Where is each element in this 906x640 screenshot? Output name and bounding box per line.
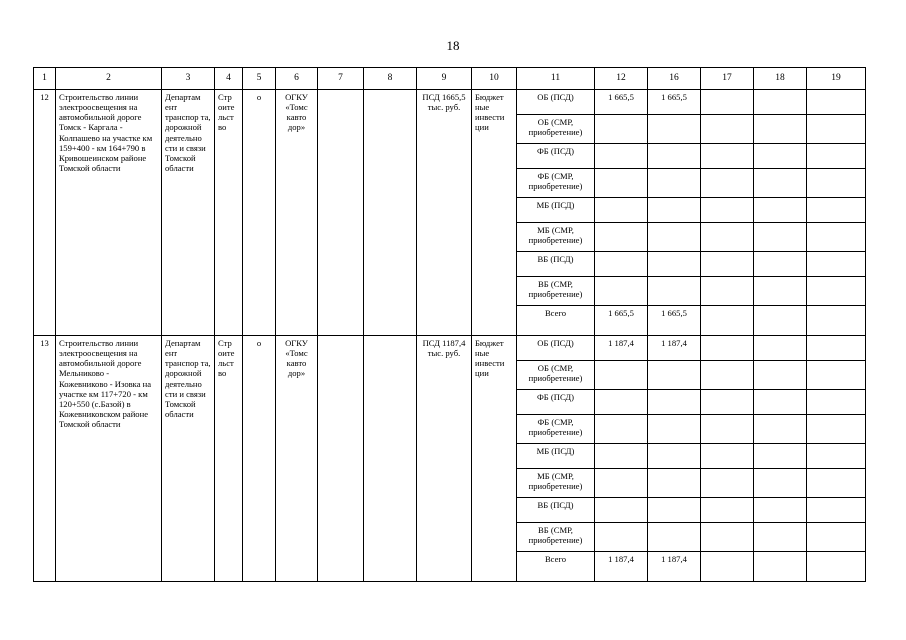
column-header: 17 — [701, 68, 754, 90]
amount-col18 — [754, 415, 807, 444]
amount-col19 — [807, 252, 866, 277]
amount-col18 — [754, 469, 807, 498]
amount-col19 — [807, 390, 866, 415]
amount-col17 — [701, 498, 754, 523]
funding-source: МБ (СМР, приобретение) — [517, 469, 595, 498]
amount-col12: 1 665,5 — [595, 306, 648, 336]
amount-col19 — [807, 306, 866, 336]
page-number: 18 — [446, 38, 460, 53]
amount-col12 — [595, 498, 648, 523]
amount-col18 — [754, 306, 807, 336]
amount-col17 — [701, 223, 754, 252]
amount-col19 — [807, 336, 866, 361]
amount-col19 — [807, 198, 866, 223]
column-header: 11 — [517, 68, 595, 90]
funding-source: МБ (ПСД) — [517, 444, 595, 469]
amount-col18 — [754, 90, 807, 115]
amount-col12 — [595, 144, 648, 169]
funding-source: ВБ (СМР, приобретение) — [517, 277, 595, 306]
amount-col18 — [754, 523, 807, 552]
executor-cell: ОГКУ «Томс кавто дор» — [276, 90, 318, 336]
amount-col17 — [701, 415, 754, 444]
funding-source: ФБ (СМР, приобретение) — [517, 169, 595, 198]
investment-table — [33, 67, 866, 582]
amount-col18 — [754, 198, 807, 223]
table-row — [34, 336, 866, 361]
amount-col16 — [648, 252, 701, 277]
funding-source: Всего — [517, 552, 595, 582]
customer-cell: Департам ент транспор та, дорожной деятельно сти и связи Томской области — [162, 336, 215, 582]
amount-col18 — [754, 115, 807, 144]
funding-source: ВБ (СМР, приобретение) — [517, 523, 595, 552]
amount-col19 — [807, 552, 866, 582]
amount-col19 — [807, 415, 866, 444]
amount-col12 — [595, 277, 648, 306]
column-header: 12 — [595, 68, 648, 90]
amount-col17 — [701, 144, 754, 169]
funding-source: ОБ (СМР, приобретение) — [517, 115, 595, 144]
amount-col17 — [701, 198, 754, 223]
column-header-row — [34, 68, 866, 90]
column-header: 10 — [472, 68, 517, 90]
funding-source: ОБ (ПСД) — [517, 336, 595, 361]
amount-col16 — [648, 198, 701, 223]
amount-col19 — [807, 115, 866, 144]
amount-col16 — [648, 277, 701, 306]
cost-cell: ПСД 1187,4 тыс. руб. — [417, 336, 472, 582]
table-row — [34, 90, 866, 115]
investment-type-cell: Бюджет ные инвести ции — [472, 336, 517, 582]
investment-type-cell: Бюджет ные инвести ции — [472, 90, 517, 336]
funding-source: ВБ (ПСД) — [517, 252, 595, 277]
amount-col17 — [701, 115, 754, 144]
amount-col18 — [754, 169, 807, 198]
col8-cell — [364, 336, 417, 582]
work-type-cell: Стр оите льст во — [215, 90, 243, 336]
column-header: 18 — [754, 68, 807, 90]
object-name: Строительство линии электроосвещения на автомобильной дороге Томск - Каргала - Колпашево на участке км 159+400 - км 164+790 в Кривошеинском районе Томской области — [56, 90, 162, 336]
amount-col12 — [595, 390, 648, 415]
amount-col12 — [595, 252, 648, 277]
amount-col12 — [595, 415, 648, 444]
amount-col16 — [648, 469, 701, 498]
amount-col16 — [648, 390, 701, 415]
funding-source: Всего — [517, 306, 595, 336]
funding-source: ФБ (СМР, приобретение) — [517, 415, 595, 444]
cost-cell: ПСД 1665,5 тыс. руб. — [417, 90, 472, 336]
amount-col16 — [648, 415, 701, 444]
amount-col17 — [701, 523, 754, 552]
amount-col19 — [807, 277, 866, 306]
column-header: 4 — [215, 68, 243, 90]
amount-col17 — [701, 361, 754, 390]
col5-cell: о — [243, 336, 276, 582]
col7-cell — [318, 90, 364, 336]
amount-col17 — [701, 277, 754, 306]
amount-col17 — [701, 444, 754, 469]
amount-col19 — [807, 523, 866, 552]
amount-col12 — [595, 361, 648, 390]
amount-col16 — [648, 444, 701, 469]
amount-col16 — [648, 361, 701, 390]
amount-col19 — [807, 90, 866, 115]
amount-col19 — [807, 361, 866, 390]
amount-col19 — [807, 223, 866, 252]
amount-col19 — [807, 498, 866, 523]
amount-col16: 1 187,4 — [648, 552, 701, 582]
amount-col12 — [595, 469, 648, 498]
amount-col18 — [754, 144, 807, 169]
amount-col12 — [595, 115, 648, 144]
amount-col18 — [754, 361, 807, 390]
amount-col12 — [595, 523, 648, 552]
executor-cell: ОГКУ «Томс кавто дор» — [276, 336, 318, 582]
amount-col18 — [754, 336, 807, 361]
column-header: 16 — [648, 68, 701, 90]
object-name: Строительство линии электроосвещения на автомобильной дороге Мельниково - Кожевниково - Изовка на участке км 117+720 - км 120+550 (с.Базой) в Кожевниковском районе Томской области — [56, 336, 162, 582]
amount-col16: 1 665,5 — [648, 90, 701, 115]
work-type-cell: Стр оите льст во — [215, 336, 243, 582]
amount-col16 — [648, 144, 701, 169]
amount-col17 — [701, 336, 754, 361]
amount-col16 — [648, 115, 701, 144]
amount-col18 — [754, 498, 807, 523]
funding-source: ФБ (ПСД) — [517, 390, 595, 415]
row-number: 13 — [34, 336, 56, 582]
amount-col12 — [595, 198, 648, 223]
column-header: 1 — [34, 68, 56, 90]
amount-col16 — [648, 498, 701, 523]
amount-col18 — [754, 552, 807, 582]
funding-source: ОБ (ПСД) — [517, 90, 595, 115]
amount-col17 — [701, 90, 754, 115]
amount-col17 — [701, 306, 754, 336]
amount-col19 — [807, 144, 866, 169]
amount-col18 — [754, 277, 807, 306]
col7-cell — [318, 336, 364, 582]
amount-col18 — [754, 390, 807, 415]
funding-source: ОБ (СМР, приобретение) — [517, 361, 595, 390]
amount-col18 — [754, 223, 807, 252]
funding-source: МБ (СМР, приобретение) — [517, 223, 595, 252]
amount-col17 — [701, 169, 754, 198]
amount-col12 — [595, 169, 648, 198]
amount-col16: 1 665,5 — [648, 306, 701, 336]
col5-cell: о — [243, 90, 276, 336]
amount-col12: 1 187,4 — [595, 552, 648, 582]
amount-col17 — [701, 552, 754, 582]
funding-source: ВБ (ПСД) — [517, 498, 595, 523]
column-header: 5 — [243, 68, 276, 90]
amount-col19 — [807, 469, 866, 498]
customer-cell: Департам ент транспор та, дорожной деятельно сти и связи Томской области — [162, 90, 215, 336]
col8-cell — [364, 90, 417, 336]
column-header: 3 — [162, 68, 215, 90]
amount-col12: 1 187,4 — [595, 336, 648, 361]
amount-col19 — [807, 169, 866, 198]
amount-col16: 1 187,4 — [648, 336, 701, 361]
amount-col16 — [648, 523, 701, 552]
column-header: 19 — [807, 68, 866, 90]
amount-col16 — [648, 169, 701, 198]
amount-col19 — [807, 444, 866, 469]
column-header: 6 — [276, 68, 318, 90]
amount-col12 — [595, 223, 648, 252]
amount-col17 — [701, 469, 754, 498]
amount-col12 — [595, 444, 648, 469]
column-header: 8 — [364, 68, 417, 90]
amount-col18 — [754, 444, 807, 469]
row-number: 12 — [34, 90, 56, 336]
amount-col18 — [754, 252, 807, 277]
column-header: 7 — [318, 68, 364, 90]
column-header: 9 — [417, 68, 472, 90]
amount-col16 — [648, 223, 701, 252]
column-header: 2 — [56, 68, 162, 90]
funding-source: МБ (ПСД) — [517, 198, 595, 223]
funding-source: ФБ (ПСД) — [517, 144, 595, 169]
amount-col17 — [701, 390, 754, 415]
amount-col12: 1 665,5 — [595, 90, 648, 115]
amount-col17 — [701, 252, 754, 277]
